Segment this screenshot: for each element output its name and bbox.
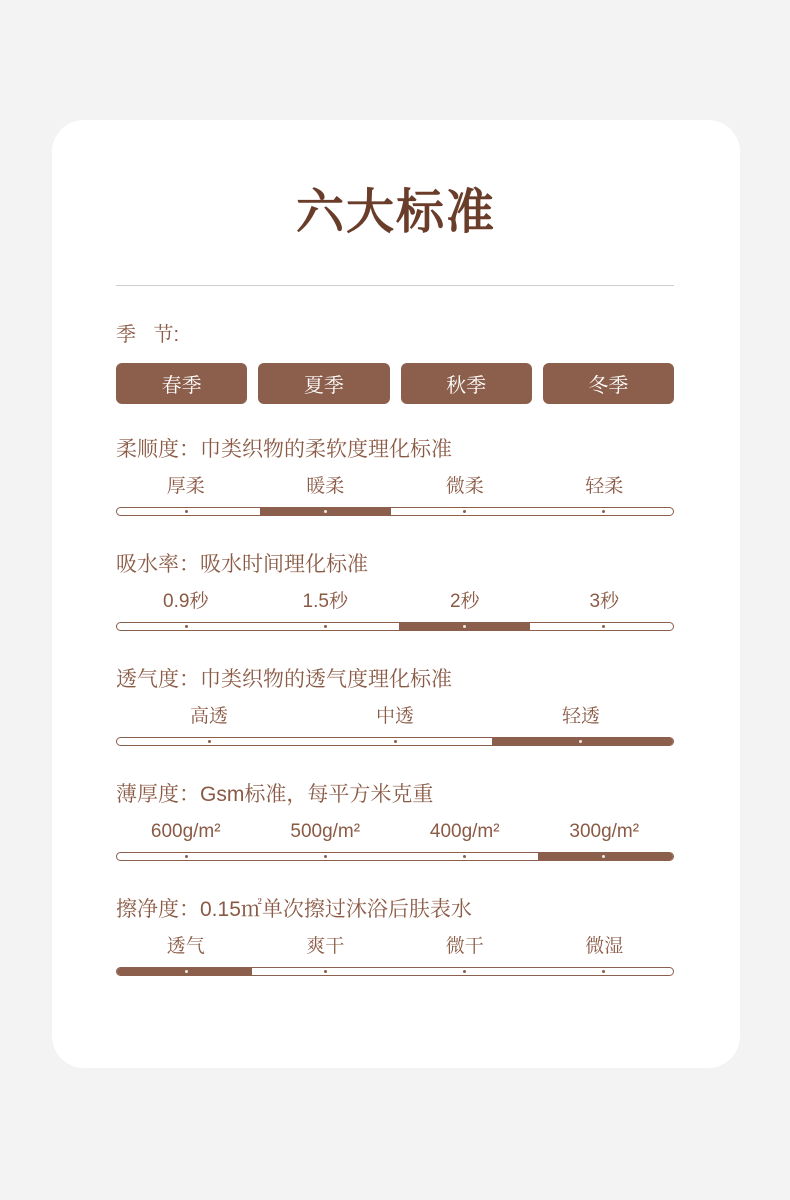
level-label: 高透 xyxy=(189,706,228,727)
bar-dot xyxy=(324,970,327,973)
bar-dot xyxy=(185,625,188,628)
season-button-winter[interactable]: 冬季 xyxy=(543,363,674,404)
bar-dot xyxy=(602,970,605,973)
level-label: 轻透 xyxy=(561,706,600,727)
bar-dot xyxy=(324,855,327,858)
level-label: 0.9秒 xyxy=(163,591,209,612)
level-label: 400g/m² xyxy=(429,821,500,842)
season-options xyxy=(116,363,674,404)
standard-level-labels xyxy=(116,475,674,499)
season-button-autumn[interactable]: 秋季 xyxy=(401,363,532,404)
level-label: 微湿 xyxy=(585,936,624,957)
bar-dot xyxy=(463,510,466,513)
level-bar xyxy=(116,737,674,746)
title-divider xyxy=(116,285,674,286)
level-label: 暖柔 xyxy=(306,476,345,497)
standard-heading: 柔顺度：巾类织物的柔软度理化标准 xyxy=(116,438,452,461)
level-label: 1.5秒 xyxy=(302,591,348,612)
bar-fill-selected xyxy=(492,738,673,745)
bar-dot xyxy=(185,970,188,973)
standard-softness xyxy=(116,438,674,538)
level-label: 微干 xyxy=(445,936,484,957)
bar-dot xyxy=(208,740,211,743)
level-label: 600g/m² xyxy=(150,821,221,842)
standard-heading: 吸水率：吸水时间理化标准 xyxy=(116,553,368,576)
level-label: 爽干 xyxy=(306,936,345,957)
season-button-summer[interactable]: 夏季 xyxy=(258,363,389,404)
bar-dot xyxy=(394,740,397,743)
standard-heading: 透气度：巾类织物的透气度理化标准 xyxy=(116,668,452,691)
bar-fill-selected xyxy=(538,853,673,860)
season-label: 季 节: xyxy=(116,324,180,346)
standard-heading: 薄厚度：Gsm标准，每平方米克重 xyxy=(116,783,434,806)
level-bar xyxy=(116,967,674,976)
standard-absorption xyxy=(116,553,674,653)
bar-dot xyxy=(185,510,188,513)
standard-thickness xyxy=(116,783,674,883)
level-label: 中透 xyxy=(375,706,414,727)
bar-dot xyxy=(602,510,605,513)
bar-dot xyxy=(602,625,605,628)
bar-dot xyxy=(463,855,466,858)
standard-level-labels xyxy=(116,820,674,844)
level-label: 透气 xyxy=(166,936,205,957)
standard-level-labels xyxy=(116,590,674,614)
bar-dot xyxy=(324,510,327,513)
standards-card xyxy=(52,120,740,1068)
bar-dot xyxy=(324,625,327,628)
standard-level-labels xyxy=(116,935,674,959)
bar-dot xyxy=(579,740,582,743)
bar-dot xyxy=(185,855,188,858)
page-title: 六大标准 xyxy=(295,186,496,239)
standard-breathability xyxy=(116,668,674,768)
level-label: 微柔 xyxy=(445,476,484,497)
level-label: 轻柔 xyxy=(585,476,624,497)
level-label: 2秒 xyxy=(449,591,480,612)
bar-dot xyxy=(602,855,605,858)
season-button-spring[interactable]: 春季 xyxy=(116,363,247,404)
bar-dot xyxy=(463,625,466,628)
level-bar xyxy=(116,507,674,516)
standard-level-labels xyxy=(116,705,674,729)
level-label: 3秒 xyxy=(589,591,620,612)
bar-dot xyxy=(463,970,466,973)
level-bar xyxy=(116,852,674,861)
standard-wiping xyxy=(116,898,674,998)
level-bar xyxy=(116,622,674,631)
level-label: 500g/m² xyxy=(290,821,361,842)
level-label: 300g/m² xyxy=(569,821,640,842)
level-label: 厚柔 xyxy=(166,476,205,497)
standard-heading: 擦净度：0.15㎡单次擦过沐浴后肤表水 xyxy=(116,898,472,921)
